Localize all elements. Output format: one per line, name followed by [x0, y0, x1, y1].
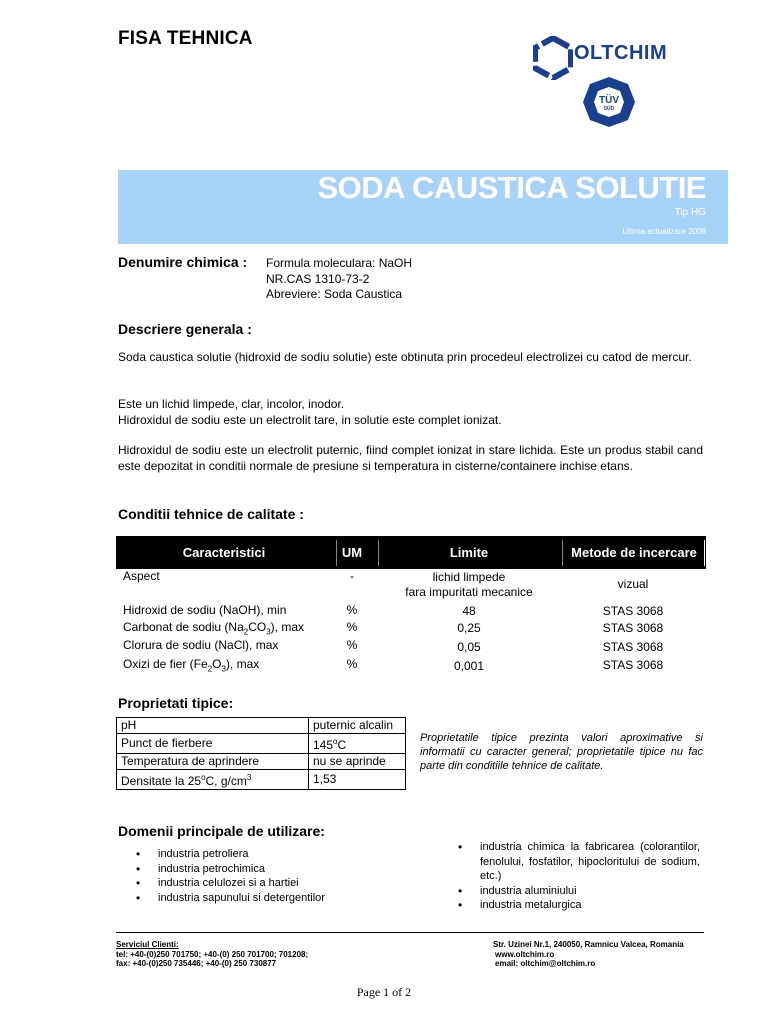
table-row [117, 718, 406, 734]
quality-conditions-heading: Conditii tehnice de calitate : [118, 506, 304, 522]
property-value: 1,53 [309, 770, 406, 790]
product-type: Tip HG [674, 207, 706, 218]
quality-row-iron-oxide-limit: 0,001 [453, 659, 485, 673]
customer-service-label: Serviciul Clienti: [116, 940, 179, 949]
tuv-certification-badge [582, 76, 636, 128]
oltchim-logo-icon [533, 36, 573, 80]
cas-number: NR.CAS 1310-73-2 [266, 271, 370, 286]
column-divider [704, 540, 705, 566]
footer-divider [116, 932, 704, 933]
property-name: Densitate la 25$^o$C, $g/cm^3$ [117, 770, 309, 790]
company-website[interactable]: www.oltchim.ro [495, 949, 555, 959]
uses-list-left [136, 847, 386, 905]
list-item: • industria sapunului si detergentilor [136, 891, 386, 906]
list-item: • industria aluminiului [458, 884, 700, 899]
quality-row-aspect-name: Aspect [123, 569, 160, 583]
property-name: pH [117, 718, 309, 734]
uses-heading: Domenii principale de utilizare: [118, 823, 325, 839]
property-value: puternic alcalin [309, 718, 406, 734]
last-updated: Ultima actualizare 2008 [622, 227, 706, 236]
page-number: Page 1 of 2 [356, 985, 412, 999]
quality-row-iron-oxide-um: % [346, 657, 358, 671]
product-title: SODA CAUSTICA SOLUTIE [317, 170, 706, 205]
property-value: nu se aprinde [309, 754, 406, 770]
description-paragraph-3: Hidroxidul de sodiu este un electrolit puternic, fiind complet ionizat in stare lichida. Este un produs stabil cand este depozitat in conditii normale de presiune si temperatura in cisterne/containere inchise etans. [118, 443, 703, 473]
aspect-limit-line-2: fara impuritati mecanice [405, 585, 533, 599]
description-line-a: Este un lichid limpede, clar, incolor, inodor. [118, 397, 345, 411]
table-row [117, 754, 406, 770]
quality-row-iron-oxide-method: STAS 3068 [602, 658, 664, 672]
quality-row-chloride-name: Clorura de sodiu (NaCl), max [123, 638, 279, 652]
quality-row-chloride-limit: 0,05 [457, 640, 481, 654]
table-row [117, 734, 406, 754]
uses-list-right [458, 840, 700, 913]
typical-properties-heading: Proprietati tipice: [118, 695, 234, 711]
phone-numbers: tel: +40-(0)250 701750; +40-(0) 250 701700; 701208; [116, 949, 309, 959]
column-header-um: UM [341, 545, 363, 560]
quality-row-naoh-um: % [346, 603, 358, 617]
column-divider [562, 540, 563, 566]
list-item: • industria petroliera [136, 847, 386, 862]
general-description-heading: Descriere generala : [118, 321, 252, 337]
customer-service-contact [116, 940, 308, 969]
description-line-b: Hidroxidul de sodiu este un electrolit tare, in solutie este complet ionizat. [118, 412, 502, 427]
list-item: • industria chimica la fabricarea (colorantilor, fenolului, fosfatilor, hipocloritului de sodium, etc.) [458, 840, 700, 884]
fax-numbers: fax: +40-(0)250 735446; +40-(0) 250 730877 [116, 959, 277, 968]
quality-row-naoh-method: STAS 3068 [602, 604, 664, 618]
quality-row-carbonate-limit: 0,25 [457, 621, 481, 635]
property-value: 145$^o$C [309, 734, 406, 754]
typical-properties-note: Proprietatile tipice prezinta valori aproximative si informatii cu caracter general; proprietatile tipice nu fac parte din conditiile tehnice de calitate. [420, 732, 703, 772]
quality-row-iron-oxide-name: Oxizi de fier $(Fe_2O_3)$, max [123, 657, 260, 674]
company-logo-text: OLTCHIM [574, 42, 668, 64]
table-row [117, 770, 406, 790]
document-type-title: FISA TEHNICA [118, 28, 253, 49]
property-name: Temperatura de aprindere [117, 754, 309, 770]
quality-row-carbonate-name: Carbonat de sodiu $(Na_2CO_3)$, max [123, 620, 304, 637]
description-paragraph-1: Soda caustica solutie (hidroxid de sodiu solutie) este obtinuta prin procedeul electrolizei cu catod de mercur. [118, 350, 692, 364]
quality-row-naoh-name: Hidroxid de sodiu (NaOH), min [123, 603, 287, 617]
column-divider [378, 540, 379, 566]
tuv-sub-mark: SÜD [603, 106, 615, 112]
molecular-formula: Formula moleculara: NaOH [266, 256, 413, 270]
quality-row-aspect-limit [384, 570, 554, 600]
list-item: • industria metalurgica [458, 898, 700, 913]
quality-row-aspect-um: - [350, 569, 354, 583]
chemical-name-details [266, 256, 412, 303]
column-divider [336, 540, 337, 566]
property-name: Punct de fierbere [117, 734, 309, 754]
list-item: • industria petrochimica [136, 862, 386, 877]
company-address-block [493, 940, 684, 969]
typical-properties-table [116, 717, 406, 790]
quality-table-header [116, 536, 706, 569]
column-header-test-methods: Metode de incercare [571, 545, 697, 560]
tuv-mark: TÜV [599, 95, 619, 106]
quality-row-aspect-method: vizual [617, 577, 649, 591]
abbreviation: Abreviere: Soda Caustica [266, 287, 403, 301]
chemical-name-heading: Denumire chimica : [118, 254, 248, 270]
quality-row-carbonate-um: % [346, 620, 358, 634]
column-header-characteristics: Caracteristici [182, 545, 266, 560]
aspect-limit-line-1: lichid limpede [432, 570, 506, 584]
column-header-limits: Limite [449, 545, 489, 560]
list-item: • industria celulozei si a hartiei [136, 876, 386, 891]
product-banner [118, 170, 728, 244]
quality-row-chloride-um: % [346, 638, 358, 652]
quality-row-chloride-method: STAS 3068 [602, 640, 664, 654]
description-paragraph-2 [118, 397, 703, 428]
quality-row-naoh-limit: 48 [462, 604, 476, 618]
company-address: Str. Uzinei Nr.1, 240050, Ramnicu Valcea, Romania [493, 940, 684, 949]
company-email[interactable]: email: oltchim@oltchim.ro [495, 959, 596, 968]
quality-row-carbonate-method: STAS 3068 [602, 621, 664, 635]
